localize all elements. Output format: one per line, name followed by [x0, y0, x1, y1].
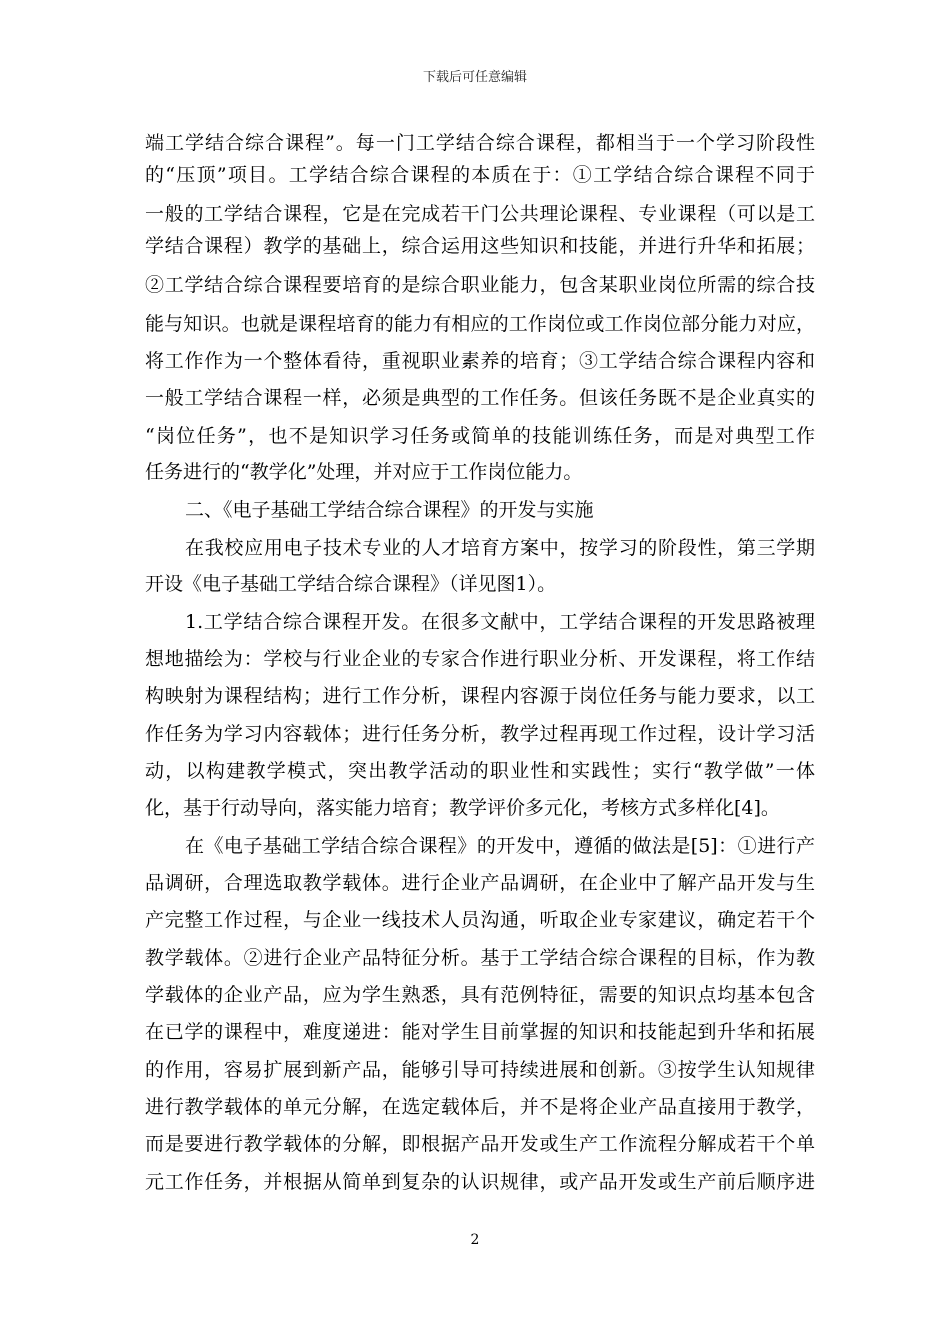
text-line: 在我校应用电子技术专业的人才培育方案中，按学习的阶段性，第三学期: [185, 537, 815, 559]
text-line: 任务进行的“教学化”处理，并对应于工作岗位能力。: [145, 461, 583, 483]
text-line: 在已学的课程中，难度递进：能对学生目前掌握的知识和技能起到升华和拓展: [145, 1021, 815, 1043]
text-line: 产完整工作过程，与企业一线技术人员沟通，听取企业专家建议，确定若干个: [145, 909, 815, 931]
text-line: 端工学结合综合课程”。每一门工学结合综合课程，都相当于一个学习阶段性: [145, 132, 815, 154]
text-line: 化，基于行动导向，落实能力培育；教学评价多元化，考核方式多样化[4]。: [145, 797, 780, 819]
text-line: 动，以构建教学模式，突出教学活动的职业性和实践性；实行“教学做”一体: [145, 760, 815, 782]
text-line: 品调研，合理选取教学载体。进行企业产品调研，在企业中了解产品开发与生: [145, 872, 815, 894]
text-line: 在《电子基础工学结合综合课程》的开发中，遵循的做法是[5]：①进行产: [185, 835, 815, 857]
text-line: “岗位任务”，也不是知识学习任务或简单的技能训练任务，而是对典型工作: [145, 425, 815, 447]
text-line: 元工作任务，并根据从简单到复杂的认识规律，或产品开发或生产前后顺序进: [145, 1171, 815, 1193]
text-line: 一般的工学结合课程，它是在完成若干门公共理论课程、专业课程（可以是工: [145, 203, 815, 225]
text-line: 而是要进行教学载体的分解，即根据产品开发或生产工作流程分解成若干个单: [145, 1133, 815, 1155]
text-line: 构映射为课程结构；进行工作分析，课程内容源于岗位任务与能力要求，以工: [145, 685, 815, 707]
text-line: 教学载体。②进行企业产品特征分析。基于工学结合综合课程的目标，作为教: [145, 947, 815, 969]
text-line: 想地描绘为：学校与行业企业的专家合作进行职业分析、开发课程，将工作结: [145, 648, 815, 670]
text-line: 1.工学结合综合课程开发。在很多文献中，工学结合课程的开发思路被理: [185, 611, 815, 633]
page-number: 2: [470, 1232, 480, 1248]
text-line: 学结合课程）教学的基础上，综合运用这些知识和技能，并进行升华和拓展；: [145, 235, 815, 257]
text-line: 学载体的企业产品，应为学生熟悉，具有范例特征，需要的知识点均基本包含: [145, 984, 815, 1006]
text-line: ②工学结合综合课程要培育的是综合职业能力，包含某职业岗位所需的综合技: [145, 274, 815, 296]
text-line: 一般工学结合课程一样，必须是典型的工作任务。但该任务既不是企业真实的: [145, 387, 815, 409]
text-line: 开设《电子基础工学结合综合课程》（详见图1）。: [145, 573, 557, 595]
text-line: 能与知识。也就是课程培育的能力有相应的工作岗位或工作岗位部分能力对应，: [145, 313, 815, 335]
page-header: 下载后可任意编辑: [422, 70, 527, 85]
text-line: 的作用，容易扩展到新产品，能够引导可持续进展和创新。③按学生认知规律: [145, 1059, 815, 1081]
text-line: 作任务为学习内容载体；进行任务分析，教学过程再现工作过程，设计学习活: [145, 723, 815, 745]
section-heading: 二、《电子基础工学结合综合课程》的开发与实施: [185, 499, 594, 521]
text-line: 的“压顶”项目。工学结合综合课程的本质在于：①工学结合综合课程不同于: [145, 164, 815, 186]
text-line: 进行教学载体的单元分解，在选定载体后，并不是将企业产品直接用于教学，: [145, 1096, 815, 1118]
text-line: 将工作作为一个整体看待，重视职业素养的培育；③工学结合综合课程内容和: [145, 350, 815, 372]
